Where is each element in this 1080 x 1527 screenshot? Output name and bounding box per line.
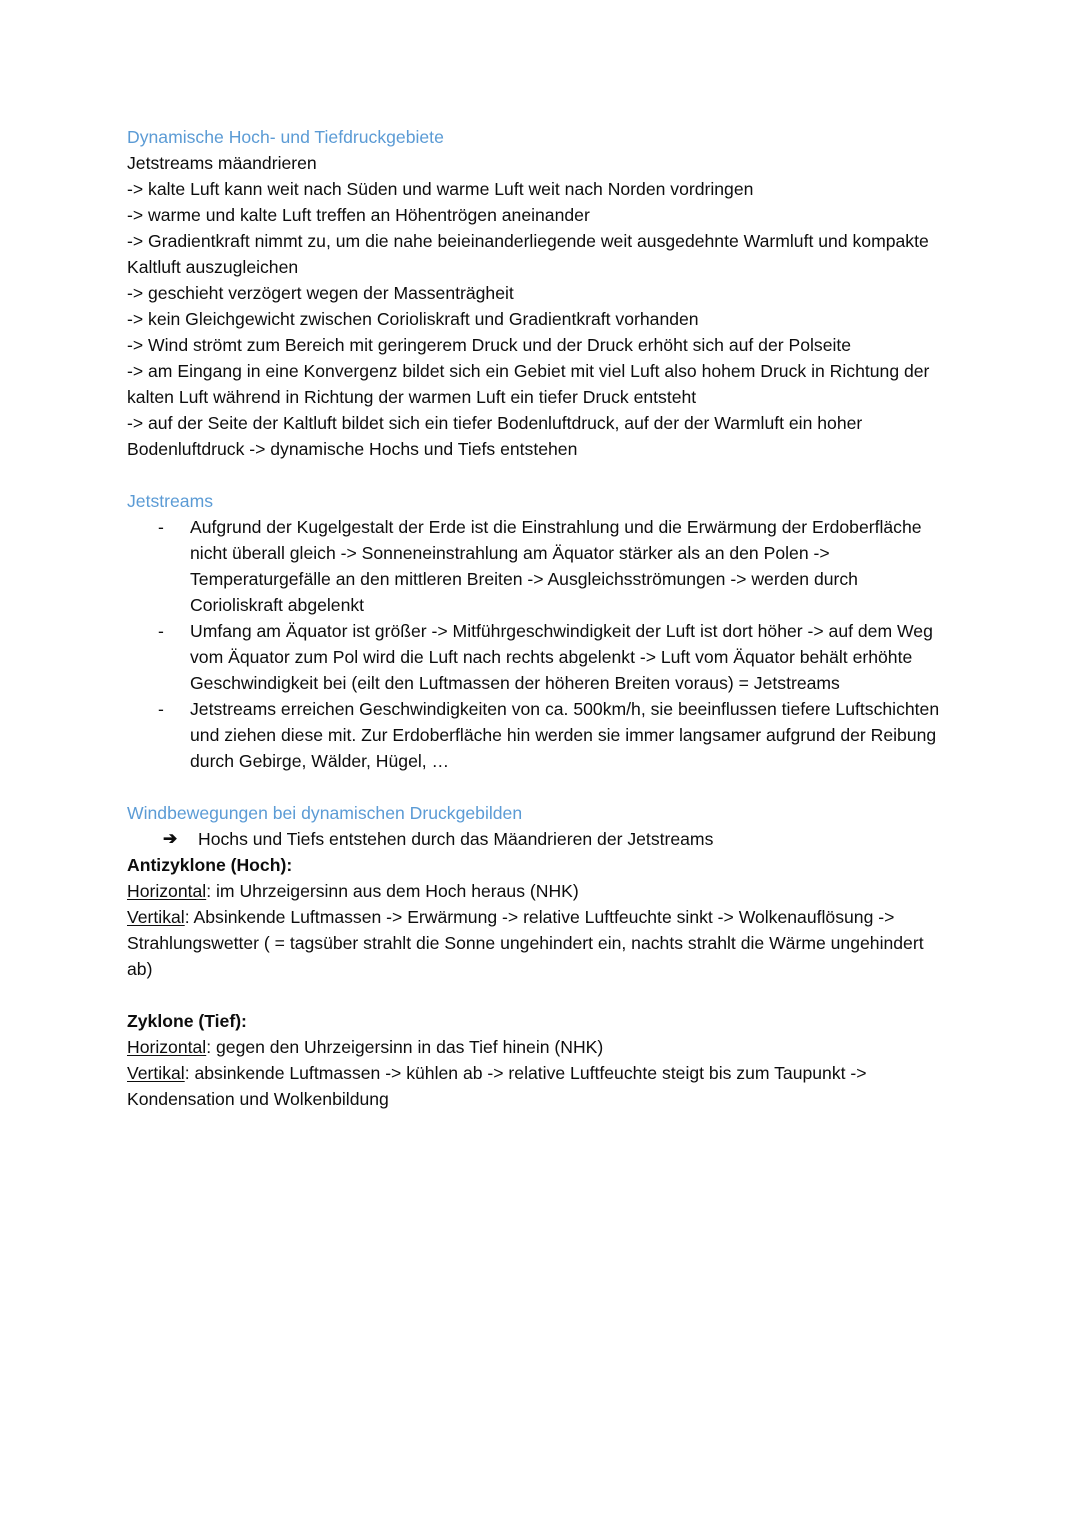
list-item <box>127 696 952 774</box>
subsection-title-zyklone: Zyklone (Tief): <box>127 1011 247 1031</box>
paragraph-warme-kalte-luft: -> warme und kalte Luft treffen an Höhentrögen aneinander <box>127 205 590 225</box>
vertikal-label: Vertikal <box>127 907 185 927</box>
hyphen-bullet-icon: - <box>158 621 164 641</box>
jetstreams-bullet-list <box>127 514 952 774</box>
list-item <box>127 514 952 618</box>
spacer-after-dynamische <box>127 462 952 488</box>
paragraph-gleichgewicht: -> kein Gleichgewicht zwischen Corioliskraft und Gradientkraft vorhanden <box>127 309 699 329</box>
spacer-after-antizyklone <box>127 982 952 1008</box>
arrow-list-item-text: Hochs und Tiefs entstehen durch das Mäandrieren der Jetstreams <box>198 829 714 849</box>
arrow-list-item <box>127 826 952 852</box>
section-heading-windbewegungen: Windbewegungen bei dynamischen Druckgebilden <box>127 803 523 823</box>
list-item-text: Jetstreams erreichen Geschwindigkeiten von ca. 500km/h, sie beeinflussen tiefere Luftschichten und ziehen diese mit. Zur Erdoberfläche hin werden sie immer langsamer aufgrund der Reibung durch Gebirge, Wälder, Hügel, … <box>190 699 940 771</box>
zyklone-horizontal-line <box>127 1034 952 1060</box>
antizyklone-vertikal-line <box>127 904 952 982</box>
paragraph-jetstreams-maeandrieren: Jetstreams mäandrieren <box>127 153 317 173</box>
antizyklone-horizontal-line <box>127 878 952 904</box>
section-heading-jetstreams: Jetstreams <box>127 491 214 511</box>
paragraph-gradientkraft: -> Gradientkraft nimmt zu, um die nahe beieinanderliegende weit ausgedehnte Warmluft und kompakte Kaltluft auszugleichen <box>127 231 929 277</box>
vertikal-text: : absinkende Luftmassen -> kühlen ab -> relative Luftfeuchte steigt bis zum Taupunkt -> Kondensation und Wolkenbildung <box>127 1063 867 1109</box>
horizontal-text: : gegen den Uhrzeigersinn in das Tief hinein (NHK) <box>206 1037 604 1057</box>
paragraph-wind-stroemt: -> Wind strömt zum Bereich mit geringerem Druck und der Druck erhöht sich auf der Polseite <box>127 335 852 355</box>
list-item-text: Aufgrund der Kugelgestalt der Erde ist die Einstrahlung und die Erwärmung der Erdoberfläche nicht überall gleich -> Sonneneinstrahlung am Äquator stärker als an den Polen -> Temperaturgefälle an den mittleren Breiten -> Ausgleichsströmungen -> werden durch Corioliskraft abgelenkt <box>190 517 922 615</box>
paragraph-kaltluft-bodenluftdruck: -> auf der Seite der Kaltluft bildet sich ein tiefer Bodenluftdruck, auf der der Warmluft ein hoher Bodenluftdruck -> dynamische Hochs und Tiefs entstehen <box>127 413 863 459</box>
zyklone-vertikal-line <box>127 1060 952 1112</box>
paragraph-massentraegheit: -> geschieht verzögert wegen der Massenträgheit <box>127 283 514 303</box>
document-body <box>127 124 952 1112</box>
vertikal-label: Vertikal <box>127 1063 185 1083</box>
hyphen-bullet-icon: - <box>158 517 164 537</box>
vertikal-text: : Absinkende Luftmassen -> Erwärmung -> relative Luftfeuchte sinkt -> Wolkenauflösung -> Strahlungswetter ( = tagsüber strahlt die Sonne ungehindert ein, nachts strahlt die Wärme ungehindert ab) <box>127 907 924 979</box>
section-heading-dynamische: Dynamische Hoch- und Tiefdruckgebiete <box>127 127 444 147</box>
list-item-text: Umfang am Äquator ist größer -> Mitführgeschwindigkeit der Luft ist dort höher -> auf dem Weg vom Äquator zum Pol wird die Luft nach rechts abgelenkt -> Luft vom Äquator behält erhöhte Geschwindigkeit bei (eilt den Luftmassen der höheren Breiten voraus) = Jetstreams <box>190 621 933 693</box>
hyphen-bullet-icon: - <box>158 699 164 719</box>
paragraph-konvergenz: -> am Eingang in eine Konvergenz bildet sich ein Gebiet mit viel Luft also hohem Druck in Richtung der kalten Luft während in Richtung der warmen Luft ein tiefer Druck entsteht <box>127 361 930 407</box>
horizontal-label: Horizontal <box>127 881 207 901</box>
subsection-title-antizyklone: Antizyklone (Hoch): <box>127 855 293 875</box>
horizontal-label: Horizontal <box>127 1037 207 1057</box>
spacer-after-jetstreams <box>127 774 952 800</box>
horizontal-text: : im Uhrzeigersinn aus dem Hoch heraus (NHK) <box>206 881 579 901</box>
list-item <box>127 618 952 696</box>
right-arrow-icon: ➔ <box>163 829 178 848</box>
paragraph-kalte-luft: -> kalte Luft kann weit nach Süden und warme Luft weit nach Norden vordringen <box>127 179 754 199</box>
